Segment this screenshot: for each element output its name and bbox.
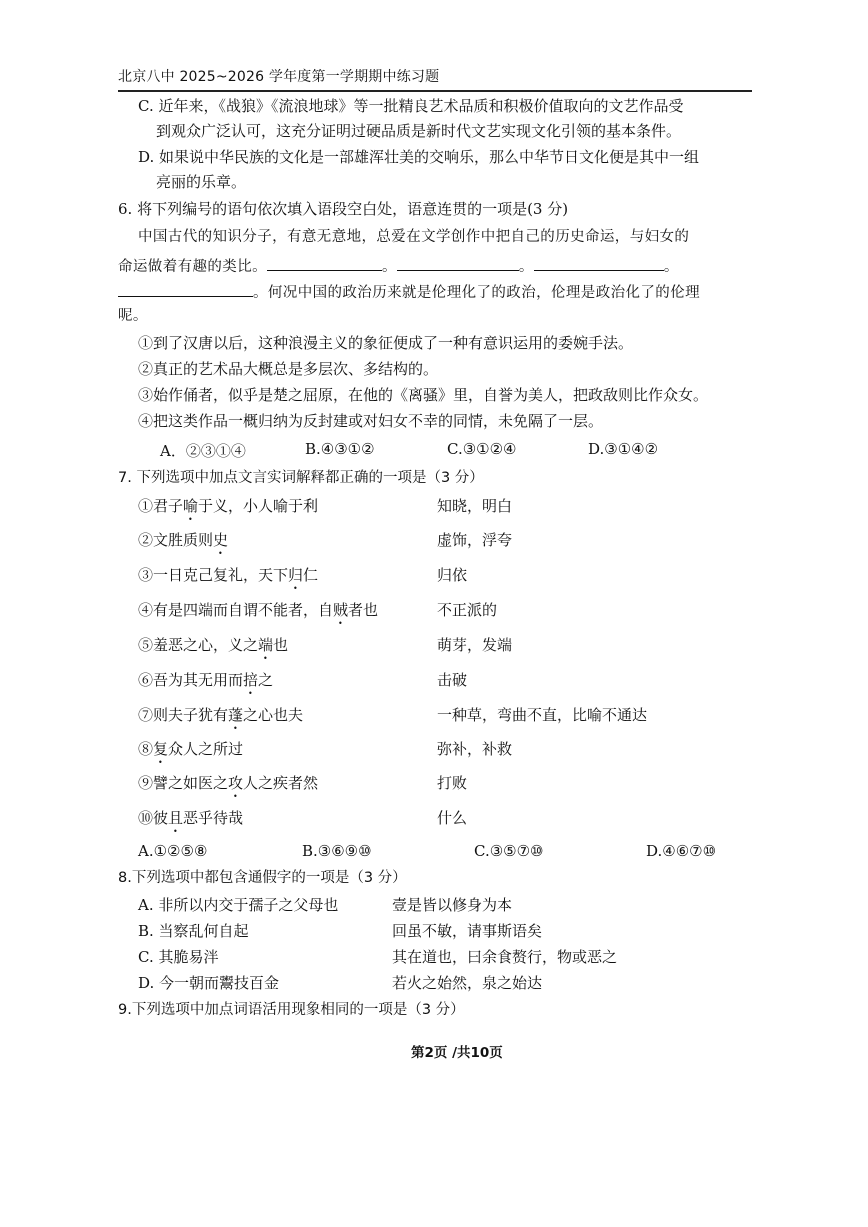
q7-dotted-word: 掊 — [243, 671, 259, 689]
q7-row-sentence: ⑧复众人之所过 — [138, 740, 244, 758]
q6-blank-2 — [397, 255, 519, 271]
q8-d-right: 若火之始然，泉之始达 — [392, 974, 543, 992]
q7-row-meaning: 一种草，弯曲不直，比喻不通达 — [437, 706, 648, 724]
q6-blank-4 — [118, 281, 253, 297]
q7-dotted-word: 归 — [288, 566, 304, 584]
q6-option-c: C.③①②④ — [447, 440, 517, 458]
q7-dotted-word: 复 — [153, 740, 169, 758]
q7-row-meaning: 萌芽，发端 — [437, 636, 513, 654]
q6-passage-line1: 中国古代的知识分子，有意无意地，总爱在文学创作中把自己的历史命运，与妇女的 — [138, 229, 690, 245]
page-footer: 第2页 /共10页 — [411, 1045, 503, 1061]
q7-row-sentence: ⑤羞恶之心，义之端也 — [138, 636, 289, 654]
q7-row-sentence: ⑨譬之如医之攻人之疾者然 — [138, 774, 319, 792]
q7-row-meaning: 打败 — [437, 774, 468, 792]
q6-option-d: D.③①④② — [588, 440, 659, 458]
q7-option-d: D.④⑥⑦⑩ — [646, 842, 717, 860]
q7-dotted-word: 且 — [168, 809, 184, 827]
q7-dotted-word: 史 — [213, 531, 229, 549]
q8-stem: 8.下列选项中都包含通假字的一项是（3 分） — [118, 870, 407, 886]
q7-row-sentence: ②文胜质则史 — [138, 531, 229, 549]
q7-row-sentence: ①君子喻于义，小人喻于利 — [138, 497, 319, 515]
q8-b-left: B. 当察乱何自起 — [138, 922, 249, 940]
q7-dotted-word: 贼 — [333, 601, 349, 619]
q7-option-c: C.③⑤⑦⑩ — [474, 842, 544, 860]
q7-option-a: A.①②⑤⑧ — [138, 842, 208, 860]
header-rule — [118, 90, 752, 92]
q6-option-a: A．②③①④ — [160, 442, 246, 460]
q7-dotted-word: 端 — [258, 636, 274, 654]
q6-blank-1 — [267, 255, 382, 271]
q6-passage-line3: 。何况中国的政治历来就是伦理化了的政治，伦理是政治化了的伦理 — [118, 281, 700, 302]
q7-row-meaning: 虚饰，浮夸 — [437, 531, 513, 549]
q7-row-sentence: ③一日克己复礼，天下归仁 — [138, 566, 319, 584]
q7-row-sentence: ⑩彼且恶乎待哉 — [138, 809, 244, 827]
q6-passage-line4: 呢。 — [118, 308, 148, 324]
q5-option-d-line2: 亮丽的乐章。 — [156, 173, 247, 191]
q7-row-meaning: 击破 — [437, 671, 468, 689]
q5-option-d-line1: D. 如果说中华民族的文化是一部雄浑壮美的交响乐，那么中华节日文化便是其中一组 — [138, 148, 700, 166]
q6-blank-3 — [534, 255, 664, 271]
q8-c-right: 其在道也，曰余食赘行，物或恶之 — [392, 948, 618, 966]
q6-item-2: ②真正的艺术品大概总是多层次、多结构的。 — [138, 360, 439, 378]
q8-d-left: D. 今一朝而鬻技百金 — [138, 974, 280, 992]
q5-option-c-line2: 到观众广泛认可，这充分证明过硬品质是新时代文艺实现文化引领的基本条件。 — [156, 122, 682, 140]
q6-item-3: ③始作俑者，似乎是楚之屈原，在他的《离骚》里，自誉为美人，把政敌则比作众女。 — [138, 386, 709, 404]
q7-dotted-word: 攻 — [228, 774, 244, 792]
q7-row-sentence: ⑦则夫子犹有蓬之心也夫 — [138, 706, 304, 724]
q5-option-c-line1: C. 近年来，《战狼》《流浪地球》等一批精良艺术品质和积极价值取向的文艺作品受 — [138, 97, 684, 115]
q8-a-left: A. 非所以内交于孺子之父母也 — [138, 896, 339, 914]
q7-row-sentence: ④有是四端而自谓不能者，自贼者也 — [138, 601, 379, 619]
q6-passage-line2: 命运做着有趣的类比。 。 。 。 — [118, 255, 679, 276]
q6-item-4: ④把这类作品一概归纳为反封建或对妇女不幸的同情，未免隔了一层。 — [138, 412, 604, 430]
q7-row-meaning: 弥补，补救 — [437, 740, 513, 758]
q6-stem: 6. 将下列编号的语句依次填入语段空白处，语意连贯的一项是(3 分) — [118, 200, 569, 218]
q7-stem: 7. 下列选项中加点文言实词解释都正确的一项是（3 分） — [118, 470, 484, 486]
q7-row-meaning: 什么 — [437, 809, 468, 827]
q8-c-left: C. 其脆易泮 — [138, 948, 219, 966]
q7-dotted-word: 蓬 — [228, 706, 244, 724]
q9-stem: 9.下列选项中加点词语活用现象相同的一项是（3 分） — [118, 1002, 465, 1018]
q7-option-b: B.③⑥⑨⑩ — [302, 842, 372, 860]
q8-a-right: 壹是皆以修身为本 — [392, 896, 513, 914]
page-header-title: 北京八中 2025~2026 学年度第一学期期中练习题 — [118, 69, 440, 85]
q7-row-sentence: ⑥吾为其无用而掊之 — [138, 671, 274, 689]
q7-row-meaning: 知晓，明白 — [437, 497, 513, 515]
q8-b-right: 回虽不敏，请事斯语矣 — [392, 922, 543, 940]
q7-dotted-word: 喻 — [183, 497, 199, 515]
q6-item-1: ①到了汉唐以后，这种浪漫主义的象征便成了一种有意识运用的委婉手法。 — [138, 334, 634, 352]
q7-row-meaning: 不正派的 — [437, 601, 498, 619]
q7-row-meaning: 归依 — [437, 566, 468, 584]
q6-option-b: B.④③①② — [305, 440, 375, 458]
